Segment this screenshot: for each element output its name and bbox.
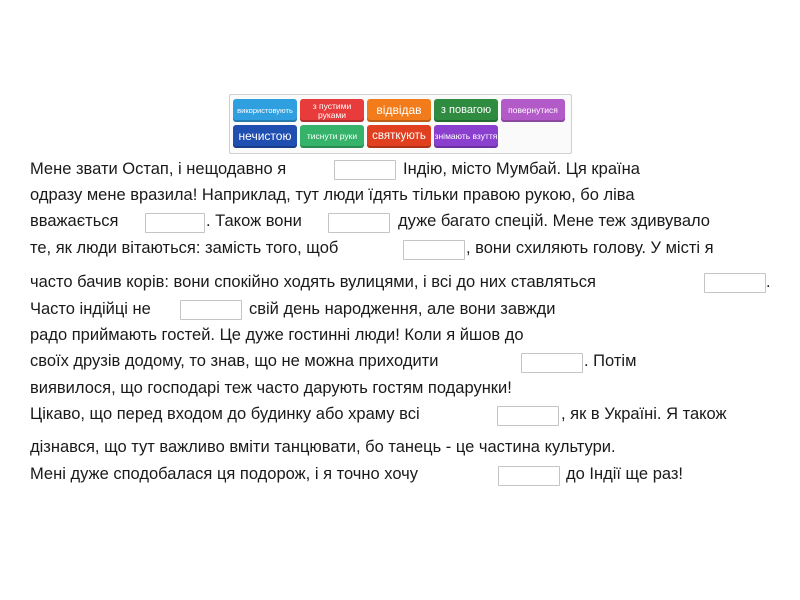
text-line: дуже багато спецій. Мене теж здивувало (398, 212, 710, 230)
text-line: своїх друзів додому, то знав, що не можна приходити (30, 352, 439, 370)
word-tile-tysnuty-ruky[interactable]: тиснути руки (300, 125, 364, 148)
blank-slot-7[interactable] (521, 353, 583, 373)
text-line: Часто індійці не (30, 300, 151, 318)
blank-slot-5[interactable] (704, 273, 766, 293)
word-tile-z-pustymy-rukamy[interactable]: з пустими руками (300, 99, 364, 122)
text-line: . (766, 273, 771, 291)
word-tile-zdymaiut-vzuttia[interactable]: знімають взуття (434, 125, 498, 148)
text-line: Мене звати Остап, і нещодавно я (30, 160, 287, 178)
word-tile-sviatkuiut[interactable]: святкують (367, 125, 431, 148)
text-line: часто бачив корів: вони спокійно ходять вулицями, і всі до них ставляться (30, 273, 596, 291)
word-tile-vidvidav[interactable]: відвідав (367, 99, 431, 122)
text-line: Індію, місто Мумбай. Ця країна (403, 160, 640, 178)
word-tile-nechystoiu[interactable]: нечистою (233, 125, 297, 148)
word-bank (229, 94, 572, 154)
blank-slot-2[interactable] (145, 213, 205, 233)
text-line: виявилося, що господарі теж часто дарують гостям подарунки! (30, 379, 512, 397)
word-tile-vykorystovuiut[interactable]: використовують (233, 99, 297, 122)
text-line: Мені дуже сподобалася ця подорож, і я точно хочу (30, 465, 418, 483)
text-line: , як в Україні. Я також (561, 405, 727, 423)
text-line: . Також вони (206, 212, 302, 230)
text-line: свій день народження, але вони завжди (249, 300, 556, 318)
text-line: дізнався, що тут важливо вміти танцювати, бо танець - це частина культури. (30, 438, 616, 456)
blank-slot-8[interactable] (497, 406, 559, 426)
blank-slot-3[interactable] (328, 213, 390, 233)
text-line: до Індії ще раз! (566, 465, 684, 483)
word-tile-povernutysia[interactable]: повернутися (501, 99, 565, 122)
blank-slot-9[interactable] (498, 466, 560, 486)
word-tile-z-povahoiu[interactable]: з повагою (434, 99, 498, 122)
blank-slot-6[interactable] (180, 300, 242, 320)
blank-slot-1[interactable] (334, 160, 396, 180)
text-line: те, як люди вітаються: замість того, щоб (30, 239, 339, 257)
text-line: одразу мене вразила! Наприклад, тут люди їдять тільки правою рукою, бо ліва (30, 186, 635, 204)
blank-slot-4[interactable] (403, 240, 465, 260)
text-line: радо приймають гостей. Це дуже гостинні люди! Коли я йшов до (30, 326, 524, 344)
text-line: вважається (30, 212, 119, 230)
text-line: . Потім (584, 352, 637, 370)
text-line: Цікаво, що перед входом до будинку або храму всі (30, 405, 420, 423)
text-line: , вони схиляють голову. У місті я (466, 239, 714, 257)
